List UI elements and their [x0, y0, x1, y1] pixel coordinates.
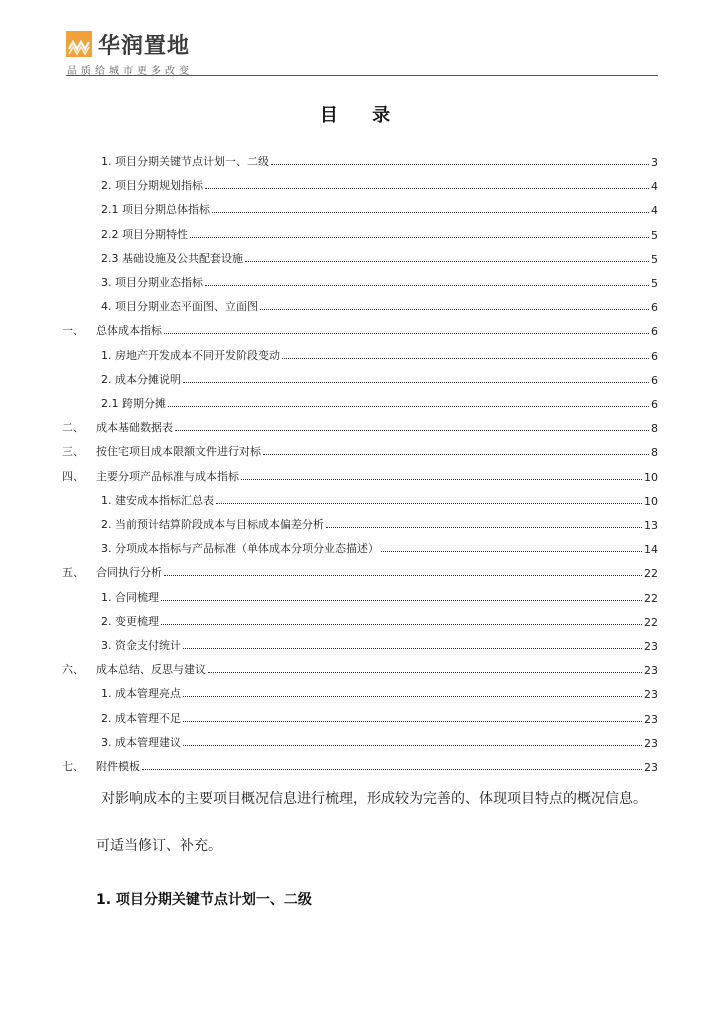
toc-entry-label: 合同执行分析 — [96, 566, 162, 580]
toc-entry-page: 4 — [651, 180, 658, 194]
toc-entry-label: 2. 成本管理不足 — [101, 711, 181, 725]
toc-leader-dots — [212, 212, 649, 213]
toc-entry[interactable] — [101, 536, 658, 556]
toc-entry-number: 六、 — [62, 663, 84, 677]
toc-entry[interactable] — [101, 585, 658, 605]
toc-entry[interactable] — [62, 415, 658, 435]
toc-entry-label: 2. 当前预计结算阶段成本与目标成本偏差分析 — [101, 518, 324, 531]
toc-leader-dots — [282, 358, 649, 359]
toc-entry-number: 一、 — [62, 324, 84, 338]
intro-paragraph: 对影响成本的主要项目概况信息进行梳理，形成较为完善的、体现项目特点的概况信息。 — [101, 791, 647, 807]
toc-leader-dots — [161, 600, 642, 601]
toc-entry[interactable] — [101, 633, 658, 653]
toc-entry-page: 10 — [644, 494, 658, 508]
logo — [66, 30, 658, 58]
toc-entry-page: 23 — [644, 664, 658, 678]
toc-entry-page: 5 — [651, 228, 658, 242]
toc-entry[interactable] — [62, 439, 658, 459]
toc-entry-number: 七、 — [62, 760, 84, 773]
toc-entry-page: 23 — [644, 736, 658, 750]
toc-entry-page: 8 — [651, 446, 658, 460]
toc-entry[interactable] — [101, 294, 658, 314]
toc-leader-dots — [183, 745, 642, 746]
toc-leader-dots — [245, 261, 649, 262]
toc-entry-page: 4 — [651, 204, 658, 218]
toc-leader-dots — [216, 503, 642, 504]
toc-entry[interactable] — [101, 391, 658, 411]
toc-entry[interactable] — [101, 246, 658, 266]
toc-entry-page: 8 — [651, 422, 658, 436]
toc-entry[interactable] — [101, 512, 658, 532]
toc-entry-page: 5 — [651, 252, 658, 266]
toc-entry[interactable] — [101, 149, 658, 169]
toc-entry[interactable] — [101, 173, 658, 193]
toc-leader-dots — [183, 648, 642, 649]
brand-name: 华润置地 — [98, 33, 191, 59]
toc-entry-label: 1. 合同梳理 — [101, 590, 159, 604]
toc-leader-dots — [190, 237, 649, 238]
toc-entry-label: 4. 项目分期业态平面图、立面图 — [101, 300, 258, 314]
toc-leader-dots — [205, 188, 649, 189]
toc-entry-page: 23 — [644, 688, 658, 702]
toc-entry-label: 1. 建安成本指标汇总表 — [101, 493, 214, 507]
toc-leader-dots — [142, 769, 642, 770]
toc-leader-dots — [183, 382, 649, 383]
toc-leader-dots — [326, 527, 642, 528]
toc-entry-page: 6 — [651, 398, 658, 411]
toc-entry[interactable] — [101, 488, 658, 508]
toc-entry[interactable] — [101, 222, 658, 242]
logo-mark-icon — [66, 31, 92, 57]
toc-entry-label: 主要分项产品标准与成本指标 — [96, 469, 239, 483]
toc-entry-label: 2. 项目分期规划指标 — [101, 179, 203, 193]
note-paragraph: 可适当修订、补充。 — [96, 838, 222, 854]
toc-leader-dots — [164, 575, 642, 576]
toc-entry-label: 2.1 跨期分摊 — [101, 397, 166, 410]
toc-entry-page: 22 — [644, 567, 658, 581]
toc-entry-page: 6 — [651, 301, 658, 315]
toc-entry-number: 五、 — [62, 566, 84, 580]
toc-entry[interactable] — [101, 343, 658, 363]
toc-entry-number: 三、 — [62, 445, 84, 459]
toc-entry[interactable] — [62, 754, 658, 774]
toc-entry-label: 2.1 项目分期总体指标 — [101, 203, 210, 217]
toc-entry-page: 23 — [644, 712, 658, 726]
toc-entry[interactable] — [62, 560, 658, 580]
toc-entry-page: 3 — [651, 156, 658, 169]
toc-leader-dots — [241, 479, 642, 480]
toc-leader-dots — [381, 551, 642, 552]
page-header — [66, 30, 658, 77]
toc-leader-dots — [271, 164, 649, 165]
toc-entry-label: 按住宅项目成本限额文件进行对标 — [96, 445, 261, 459]
header-divider — [66, 75, 658, 76]
toc-leader-dots — [208, 672, 642, 673]
toc-leader-dots — [260, 309, 649, 310]
toc-leader-dots — [164, 333, 649, 334]
toc-entry-label: 2.2 项目分期特性 — [101, 227, 188, 241]
toc-entry-page: 5 — [651, 277, 658, 290]
toc-entry-label: 3. 分项成本指标与产品标准（单体成本分项分业态描述） — [101, 542, 379, 556]
section-heading: 1. 项目分期关键节点计划一、二级 — [96, 892, 312, 908]
toc-entry-label: 成本总结、反思与建议 — [96, 663, 206, 677]
toc-entry-page: 22 — [644, 615, 658, 629]
toc-leader-dots — [175, 430, 649, 431]
toc-entry-label: 3. 资金支付统计 — [101, 639, 181, 652]
toc-entry[interactable] — [101, 367, 658, 387]
toc-entry[interactable] — [62, 657, 658, 677]
toc-leader-dots — [205, 285, 649, 286]
toc-entry-page: 14 — [644, 543, 658, 557]
toc-entry-page: 23 — [644, 640, 658, 653]
toc-entry-label: 1. 成本管理亮点 — [101, 687, 181, 701]
toc-entry-label: 总体成本指标 — [96, 324, 162, 338]
toc-entry-label: 1. 项目分期关键节点计划一、二级 — [101, 155, 269, 168]
toc-entry-label: 2. 变更梳理 — [101, 614, 159, 628]
toc-leader-dots — [183, 696, 642, 697]
toc-entry-page: 13 — [644, 519, 658, 532]
toc-leader-dots — [183, 721, 642, 722]
brand-slogan: 品质给城市更多改变 — [67, 66, 193, 77]
toc-entry-label: 成本基础数据表 — [96, 421, 173, 435]
toc-leader-dots — [263, 454, 649, 455]
toc-entry[interactable] — [101, 609, 658, 629]
toc-entry-label: 3. 成本管理建议 — [101, 735, 181, 749]
toc-entry-page: 10 — [644, 470, 658, 484]
toc-entry-number: 四、 — [62, 469, 84, 483]
toc-entry-page: 23 — [644, 761, 658, 774]
toc-entry-page: 6 — [651, 373, 658, 387]
toc-entry-label: 1. 房地产开发成本不同开发阶段变动 — [101, 348, 280, 362]
toc-leader-dots — [161, 624, 642, 625]
toc-entry[interactable] — [101, 706, 658, 726]
toc-entry[interactable] — [101, 197, 658, 217]
toc-entry[interactable] — [101, 270, 658, 290]
toc-entry[interactable] — [101, 730, 658, 750]
toc-entry-label: 2. 成本分摊说明 — [101, 372, 181, 386]
toc-entry-page: 22 — [644, 591, 658, 605]
toc-entry[interactable] — [62, 464, 658, 484]
toc-entry[interactable] — [101, 681, 658, 701]
toc-entry-number: 二、 — [62, 421, 84, 435]
toc-entry-page: 6 — [651, 349, 658, 363]
toc-leader-dots — [168, 406, 649, 407]
toc-entry-label: 3. 项目分期业态指标 — [101, 276, 203, 289]
toc-entry[interactable] — [62, 318, 658, 338]
toc-title: 目 录 — [319, 105, 405, 126]
toc-entry-label: 2.3 基础设施及公共配套设施 — [101, 251, 243, 265]
toc-entry-label: 附件模板 — [96, 760, 140, 773]
toc-entry-page: 6 — [651, 325, 658, 339]
